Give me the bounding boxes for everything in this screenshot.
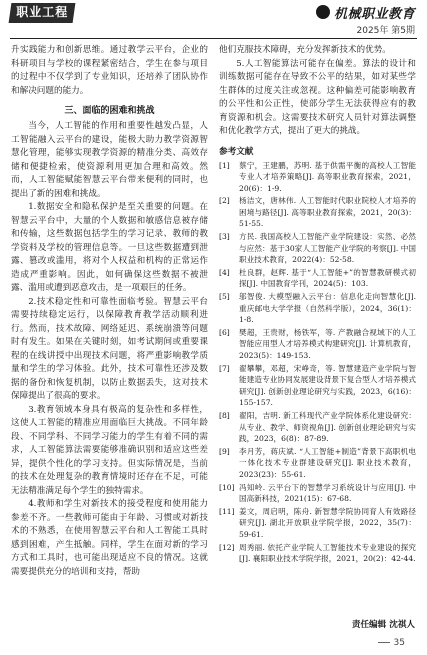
page-header	[0, 0, 427, 46]
column-tag-text: 职业工程	[16, 5, 69, 19]
reference-text: 姜文，周启明，陈舟. 新智慧学院协同育人有效路径研究[J]. 湖北开放职业学院学报，2022，35(7)：59-61.	[239, 506, 416, 539]
responsible-editor: 责任编辑 沈祺人	[351, 620, 415, 630]
reference-number: [8]	[219, 410, 230, 420]
left-column	[11, 44, 208, 632]
reference-text: 翟阳，吉明. 新工科现代产业学院体系化建设研究：从专业、教学、师资视角[J]. 创新创业理论研究与实践，2023，6(8)：87-89.	[239, 410, 416, 444]
reference-item	[219, 231, 416, 266]
reference-number: [5]	[219, 292, 230, 302]
reference-number: [7]	[219, 363, 230, 373]
reference-text: 周秀丽. 依托产业学院人工智能技术专业建设的探究[J]. 襄阳职业技术学院学报，2021，20(2)：42-44.	[239, 542, 416, 564]
journal-logo	[316, 3, 415, 21]
reference-text: 杜良群，赵辉. 基于“人工智能+”的智慧教研模式初探[J]. 中国教育学刊，2024(5)：103.	[239, 267, 416, 289]
reference-number: [11]	[219, 506, 235, 516]
reference-item	[219, 410, 416, 445]
paragraph: 3.教育领域本身具有极高的复杂性和多样性，这使人工智能的精准应用面临巨大挑战。不同年龄段、不同学科、不同学习能力的学生有着不同的需求，人工智能算法需要能够准确识别和适应这些差异，提供个性化的学习支持。但实际情况是，当前的技术在处理复杂的教育情境时还存在不足，可能无法精准满足每个学生的独特需求。	[11, 404, 208, 496]
reference-item	[219, 267, 416, 290]
reference-item	[219, 506, 416, 541]
reference-item	[219, 327, 416, 362]
reference-text: 翟攀攀，邓超，宋峥奇，等. 智慧建造产业学院与智能建造专业协同发展建设背景下复合型人才培养模式研究[J]. 创新创业理论研究与实践，2023，6(16)：155-157.	[239, 363, 416, 408]
reference-number: [2]	[219, 196, 230, 206]
reference-text: 樊超，王贵财，杨铁军，等. 产教融合视域下的人工智能应用型人才培养模式构建研究[J]. 计算机教育，2023(5)：149-153.	[239, 327, 416, 360]
section-title: 三、面临的困难和挑战	[64, 106, 155, 116]
reference-text: 蔡宁，王建鹏，苏明. 基于供需平衡的高校人工智能专业人才培养策略[J]. 高等职业教育探索，2021，20(6)：1-9.	[239, 160, 416, 193]
column-tag	[9, 3, 76, 23]
paragraph: 升实践能力和创新思维。通过教学云平台，企业的科研项目与学校的课程紧密结合，学生在参与项目的过程中不仅学到了专业知识，还培养了团队协作和解决问题的能力。	[11, 45, 208, 96]
reference-item	[219, 195, 416, 230]
reference-number: [4]	[219, 267, 230, 277]
reference-item	[219, 363, 416, 409]
paragraph: 他们克服技术障碍，充分发挥新技术的优势。	[219, 45, 391, 55]
paragraph: 2.技术稳定性和可靠性面临考验。智慧云平台需要持续稳定运行，以保障教育教学活动顺利进行。然而，技术故障、网络延迟、系统崩溃等问题时有发生。如果在关键时刻，如考试期间或重要课程的在线讲授中出现技术问题，将严重影响教学质量和学生的学习体验。此外，技术可靠性还涉及数据的备份和恢复机制，以防止数据丢失，这对技术保障提出了很高的要求。	[11, 296, 208, 401]
header-rule	[10, 38, 417, 39]
reference-item	[219, 482, 416, 505]
journal-title: 机械职业教育	[333, 6, 415, 22]
paragraph: 1.数据安全和隐私保护是至关重要的问题。在智慧云平台中，大量的个人数据和敏感信息被存储和传输，这些数据包括学生的学习记录、教师的教学资料及学校的管理信息等。一旦这些数据遭到泄露、篡改或滥用，将对个人权益和机构的正常运作造成严重影响。因此，如何确保这些数据不被泄露、滥用或遭到恶意攻击，是一项艰巨的任务。	[11, 202, 208, 293]
paragraph: 当今，人工智能的作用和重要性越发凸显，人工智能融入云平台的建设，能极大助力教学资源智慧化管理，能够实现教学资源的精准分类、高效存储和便捷检索，使资源利用更加合理和高效。然而，人工智能赋能智慧云平台带来便利的同时，也提出了新的困难和挑战。	[11, 121, 208, 199]
reference-number: [6]	[219, 327, 230, 337]
page-number: 35	[378, 638, 405, 648]
reference-item	[219, 291, 416, 326]
reference-text: 杨洁文，唐林伟. 人工智能时代职业院校人才培养的困境与路径[J]. 高等职业教育探索，2021，20(3)：51-55.	[239, 196, 416, 229]
reference-number: [12]	[219, 542, 235, 552]
reference-text: 方民. 我国高校人工智能产业学院建设：实然、必然与应然：基于30家人工智能产业学院的考察[J]. 中国职业技术教育，2022(4)：52-58.	[239, 232, 416, 265]
reference-number: [3]	[219, 232, 230, 242]
references-title: 参考文献	[219, 146, 254, 157]
reference-number: [9]	[219, 446, 230, 456]
issue-number: 2025年 第5期	[356, 26, 415, 36]
reference-item	[219, 446, 416, 481]
reference-text: 李月芳，蒋庆斌. “人工智能+制造”背景下高职机电一体化技术专业群建设研究[J]. 职业技术教育，2023(23)：55-61.	[239, 446, 416, 479]
reference-text: 冯知岭. 云平台下的智慧学习系统设计与应用[J]. 中国高新科技，2021(15)：67-68.	[239, 482, 416, 504]
right-column	[219, 44, 416, 632]
paragraph: 4.教师和学生对新技术的接受程度和使用能力参差不齐。一些教师可能由于年龄、习惯或对新技术的不熟悉，在使用智慧云平台和人工智能工具时感到困难，产生抵触。同样，学生在面对新的学习方式和工具时，也可能出现适应不良的情况。这就需要提供充分的培训和支持，帮助	[11, 499, 208, 577]
reference-number: [1]	[219, 160, 230, 170]
reference-number: [10]	[219, 482, 235, 492]
reference-item	[219, 542, 416, 565]
paragraph: 5.人工智能算法可能存在偏差。算法的设计和训练数据可能存在导致不公平的结果，如对某些学生群体的过度关注或忽视。这种偏差可能影响教育的公平性和公正性，使部分学生无法获得应有的教育资源和机会。这需要技术研究人员针对算法调整和优化教学方式，提出了更大的挑战。	[219, 58, 416, 136]
reference-text: 邬智俊. 大模型融入云平台：信息化走向智慧化[J]. 重庆邮电大学学报（自然科学版），2024，36(1)：1-8.	[239, 292, 416, 325]
reference-item	[219, 160, 416, 195]
logo-emblem-icon	[316, 5, 330, 19]
reference-list	[219, 160, 416, 565]
